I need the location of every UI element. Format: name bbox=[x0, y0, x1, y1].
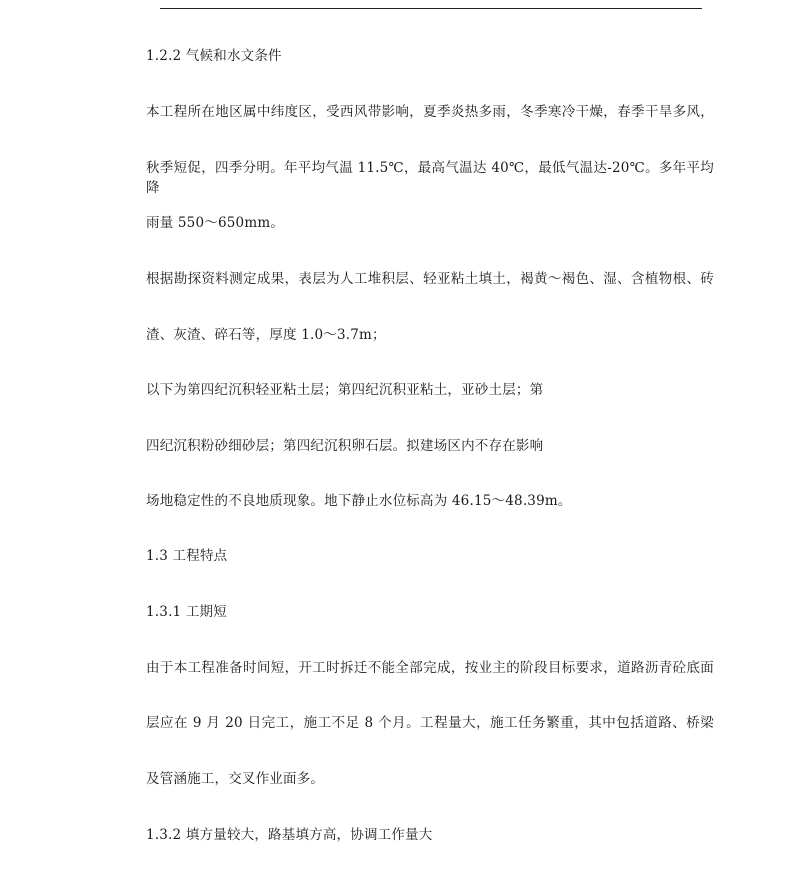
section-heading-1-3-1: 1.3.1 工期短 bbox=[146, 604, 227, 620]
paragraph-line: 以下为第四纪沉积轻亚粘土层；第四纪沉积亚粘土，亚砂土层；第 bbox=[146, 382, 544, 398]
section-heading-1-3-2: 1.3.2 填方量较大，路基填方高，协调工作量大 bbox=[146, 827, 433, 843]
paragraph-line: 秋季短促，四季分明。年平均气温 11.5℃，最高气温达 40℃，最低气温达-20℃。多年平均降 bbox=[146, 160, 714, 196]
paragraph-line: 层应在 9 月 20 日完工，施工不足 8 个月。工程量大，施工任务繁重，其中包括道路、桥梁 bbox=[146, 715, 714, 731]
paragraph-line: 由于本工程准备时间短，开工时拆迁不能全部完成，按业主的阶段目标要求，道路沥青砼底面 bbox=[146, 660, 714, 676]
paragraph-line: 渣、灰渣、碎石等，厚度 1.0～3.7m； bbox=[146, 327, 386, 343]
paragraph-line: 根据勘探资料测定成果，表层为人工堆积层、轻亚粘土填土，褐黄～褐色、湿、含植物根、砖 bbox=[146, 271, 714, 287]
paragraph-line: 雨量 550～650mm。 bbox=[146, 215, 285, 231]
paragraph-line: 本工程所在地区属中纬度区，受西风带影响，夏季炎热多雨，冬季寒冷干燥，春季干旱多风， bbox=[146, 104, 714, 120]
section-heading-1-2-2: 1.2.2 气候和水文条件 bbox=[146, 48, 282, 64]
paragraph-line: 场地稳定性的不良地质现象。地下静止水位标高为 46.15～48.39m。 bbox=[146, 493, 572, 509]
header-rule bbox=[160, 8, 702, 9]
paragraph-line: 四纪沉积粉砂细砂层；第四纪沉积卵石层。拟建场区内不存在影响 bbox=[146, 438, 544, 454]
section-heading-1-3: 1.3 工程特点 bbox=[146, 548, 228, 564]
paragraph-line: 及管涵施工，交叉作业面多。 bbox=[146, 771, 325, 787]
